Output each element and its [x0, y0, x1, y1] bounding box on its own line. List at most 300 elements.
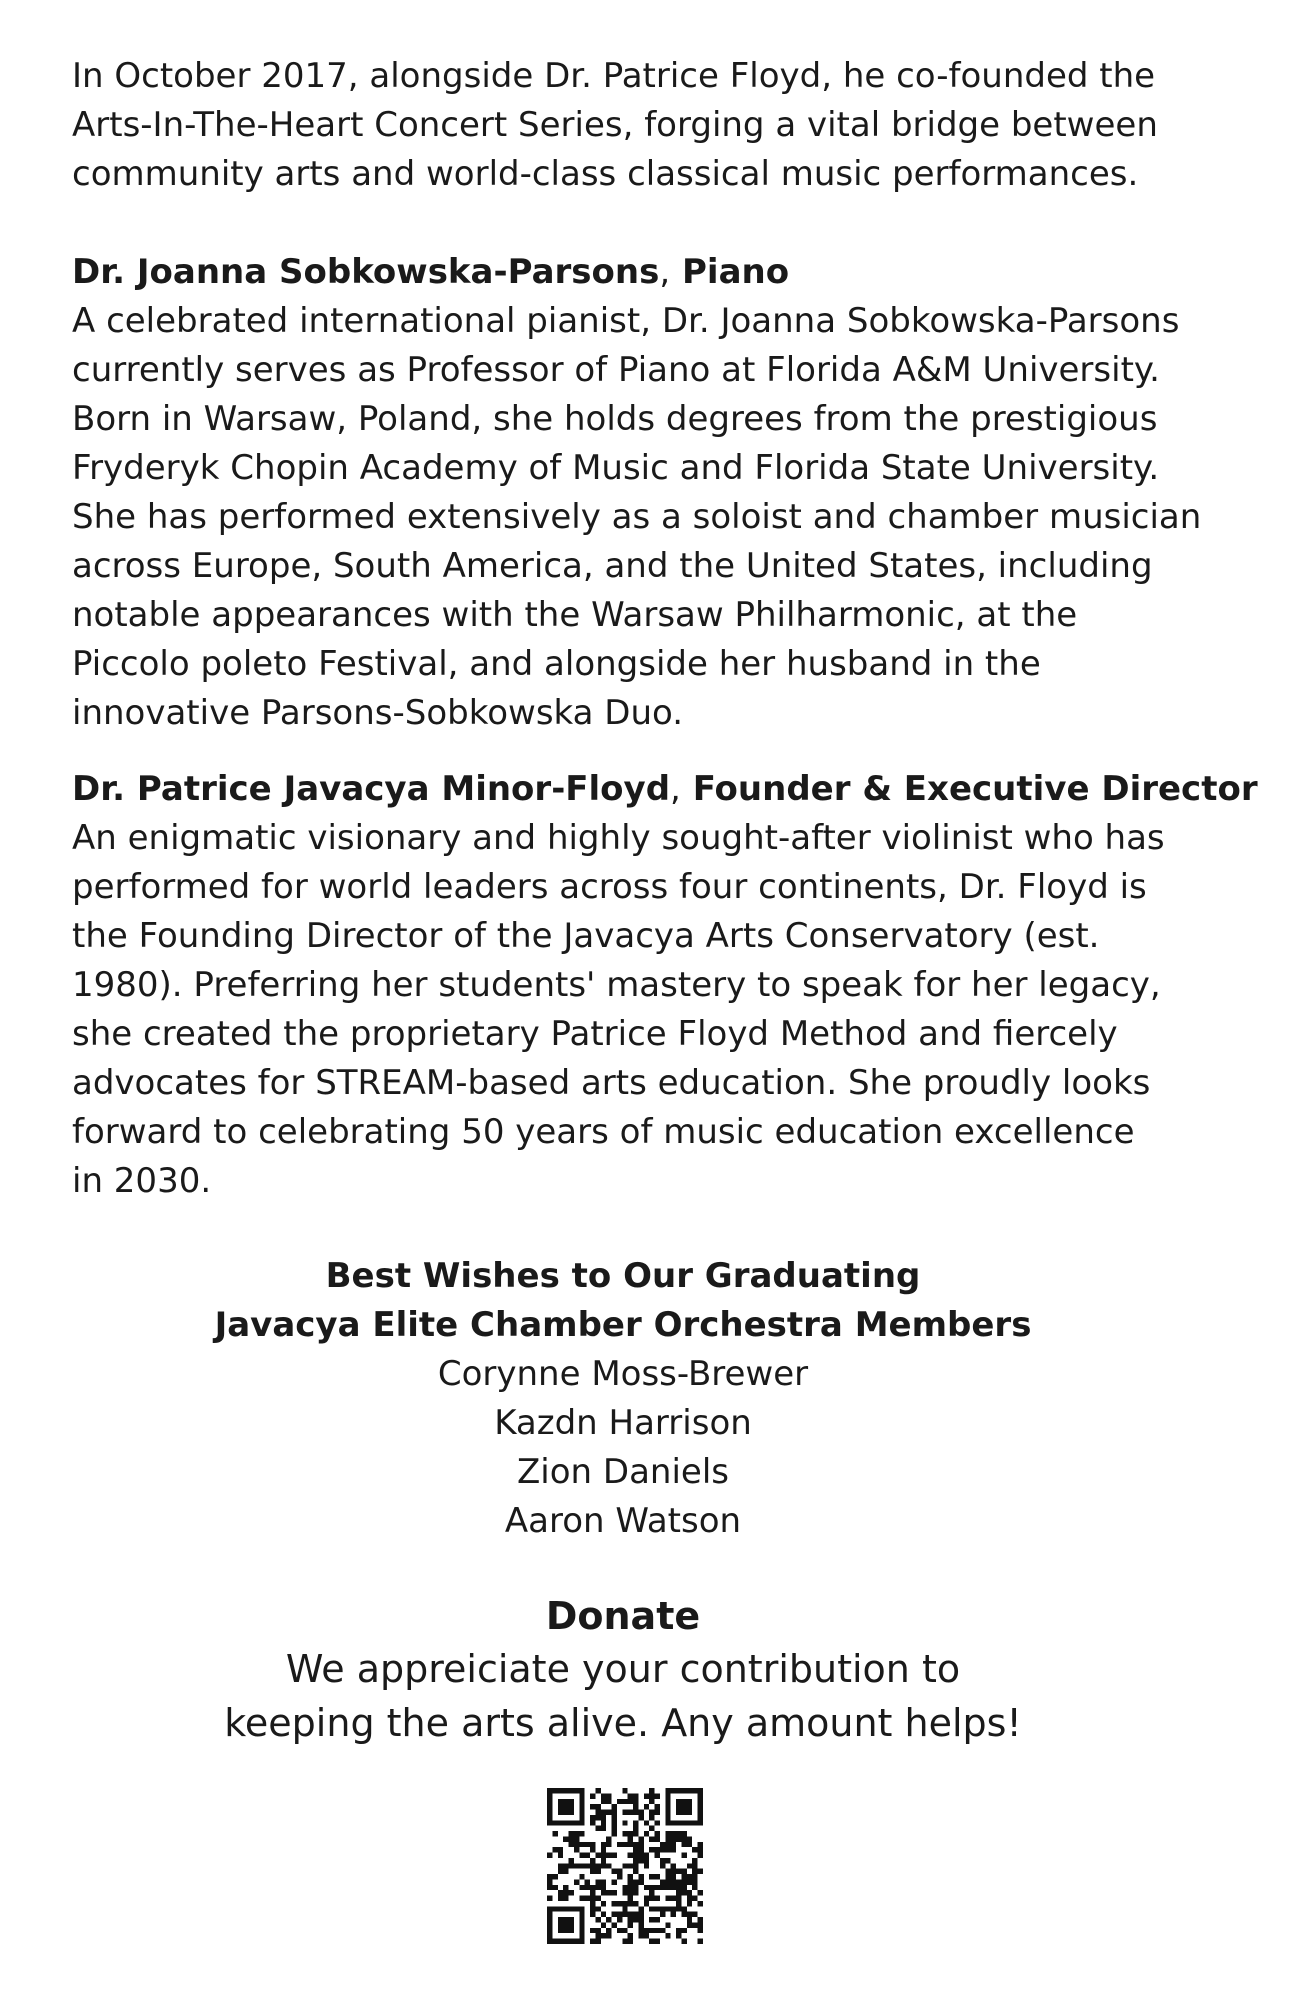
qr-module	[622, 1939, 627, 1944]
qr-module	[590, 1842, 595, 1847]
qr-module	[676, 1869, 681, 1874]
qr-module	[649, 1906, 654, 1911]
donate-qr-code[interactable]	[547, 1788, 703, 1944]
qr-module	[606, 1836, 611, 1841]
qr-module	[649, 1788, 654, 1793]
qr-module	[595, 1810, 600, 1815]
qr-module	[628, 1912, 633, 1917]
qr-module	[671, 1831, 676, 1836]
qr-module	[569, 1890, 574, 1895]
qr-module	[606, 1842, 611, 1847]
qr-module	[628, 1933, 633, 1938]
qr-module	[655, 1804, 660, 1809]
qr-module	[698, 1917, 703, 1922]
intro-paragraph	[72, 52, 1212, 199]
qr-module	[660, 1885, 665, 1890]
qr-module	[638, 1933, 643, 1938]
qr-module	[671, 1847, 676, 1852]
qr-module	[612, 1901, 617, 1906]
qr-module	[692, 1847, 697, 1852]
qr-module	[601, 1912, 606, 1917]
qr-module	[644, 1933, 649, 1938]
qr-module	[612, 1804, 617, 1809]
qr-module	[601, 1890, 606, 1895]
qr-module	[579, 1831, 584, 1836]
qr-module	[612, 1869, 617, 1874]
member-name: Zion Daniels	[517, 1452, 729, 1492]
qr-module	[563, 1906, 568, 1911]
qr-module	[681, 1836, 686, 1841]
qr-module	[628, 1799, 633, 1804]
qr-module	[687, 1922, 692, 1927]
qr-module	[660, 1858, 665, 1863]
qr-module	[558, 1804, 563, 1809]
qr-module	[558, 1890, 563, 1895]
bio-line: A celebrated international pianist, Dr. Joanna Sobkowska-Parsons	[72, 301, 1180, 341]
qr-module	[681, 1810, 686, 1815]
qr-module	[606, 1853, 611, 1858]
qr-module	[574, 1879, 579, 1884]
qr-module	[601, 1885, 606, 1890]
qr-module	[665, 1858, 670, 1863]
qr-module	[558, 1820, 563, 1825]
qr-module	[590, 1906, 595, 1911]
qr-module	[628, 1831, 633, 1836]
qr-module	[622, 1906, 627, 1911]
qr-module	[585, 1853, 590, 1858]
qr-module	[681, 1879, 686, 1884]
qr-module	[628, 1901, 633, 1906]
qr-module	[671, 1842, 676, 1847]
intro-line: community arts and world-class classical music performances.	[72, 154, 1139, 194]
qr-module	[590, 1939, 595, 1944]
qr-module	[655, 1853, 660, 1858]
qr-module	[574, 1820, 579, 1825]
qr-module	[558, 1922, 563, 1927]
qr-module	[665, 1836, 670, 1841]
qr-module	[698, 1804, 703, 1809]
bio-role: Piano	[682, 252, 790, 292]
bio-line: in 2030.	[72, 1161, 212, 1201]
qr-module	[676, 1896, 681, 1901]
qr-module	[579, 1804, 584, 1809]
qr-module	[692, 1788, 697, 1793]
qr-module	[574, 1847, 579, 1852]
bio-heading	[72, 248, 1212, 297]
qr-module	[655, 1928, 660, 1933]
qr-module	[612, 1879, 617, 1884]
qr-module	[644, 1820, 649, 1825]
qr-module	[569, 1804, 574, 1809]
qr-module	[681, 1804, 686, 1809]
qr-module	[681, 1939, 686, 1944]
qr-module	[552, 1885, 557, 1890]
qr-module	[676, 1788, 681, 1793]
qr-module	[633, 1826, 638, 1831]
bio-separator: ,	[670, 769, 681, 809]
qr-module	[563, 1922, 568, 1927]
qr-module	[606, 1917, 611, 1922]
qr-module	[687, 1879, 692, 1884]
qr-module	[633, 1901, 638, 1906]
qr-module	[628, 1885, 633, 1890]
qr-module	[698, 1901, 703, 1906]
qr-module	[590, 1858, 595, 1863]
qr-module	[665, 1804, 670, 1809]
qr-module	[579, 1799, 584, 1804]
qr-module	[692, 1912, 697, 1917]
qr-module	[655, 1874, 660, 1879]
qr-module	[649, 1890, 654, 1895]
qr-module	[601, 1842, 606, 1847]
qr-module	[569, 1831, 574, 1836]
qr-module	[612, 1810, 617, 1815]
qr-module	[590, 1847, 595, 1852]
qr-module	[698, 1853, 703, 1858]
qr-module	[655, 1810, 660, 1815]
donate-section	[0, 1590, 1246, 1750]
qr-module	[633, 1869, 638, 1874]
qr-module	[563, 1917, 568, 1922]
qr-module	[622, 1890, 627, 1895]
bio-line: currently serves as Professor of Piano at Florida A&M University.	[72, 350, 1160, 390]
bio-separator: ,	[659, 252, 671, 292]
wishes-title: Javacya Elite Chamber Orchestra Members	[214, 1305, 1032, 1345]
qr-module	[622, 1901, 627, 1906]
qr-module	[547, 1906, 552, 1911]
qr-module	[590, 1885, 595, 1890]
qr-module	[671, 1912, 676, 1917]
qr-module	[655, 1917, 660, 1922]
qr-module	[595, 1939, 600, 1944]
qr-module	[622, 1831, 627, 1836]
qr-module	[563, 1788, 568, 1793]
qr-module	[628, 1810, 633, 1815]
qr-module	[649, 1874, 654, 1879]
qr-module	[692, 1922, 697, 1927]
qr-module	[574, 1863, 579, 1868]
qr-module	[595, 1826, 600, 1831]
qr-module	[681, 1788, 686, 1793]
qr-module	[692, 1863, 697, 1868]
qr-module	[633, 1799, 638, 1804]
qr-module	[660, 1879, 665, 1884]
qr-module	[569, 1842, 574, 1847]
qr-module	[622, 1799, 627, 1804]
qr-module	[638, 1917, 643, 1922]
qr-module	[644, 1896, 649, 1901]
qr-module	[569, 1836, 574, 1841]
qr-module	[649, 1836, 654, 1841]
qr-module	[676, 1901, 681, 1906]
qr-module	[569, 1820, 574, 1825]
qr-module	[649, 1847, 654, 1852]
qr-module	[617, 1874, 622, 1879]
qr-module	[638, 1879, 643, 1884]
qr-module	[617, 1869, 622, 1874]
qr-module	[579, 1815, 584, 1820]
qr-module	[698, 1890, 703, 1895]
qr-module	[676, 1799, 681, 1804]
member-name: Kazdn Harrison	[494, 1403, 752, 1443]
qr-module	[606, 1799, 611, 1804]
qr-module	[644, 1901, 649, 1906]
qr-module	[633, 1917, 638, 1922]
qr-module	[612, 1831, 617, 1836]
qr-module	[552, 1874, 557, 1879]
qr-module	[692, 1896, 697, 1901]
qr-module	[681, 1912, 686, 1917]
qr-module	[622, 1885, 627, 1890]
qr-module	[681, 1906, 686, 1911]
bio-name: Dr. Patrice Javacya Minor-Floyd	[72, 769, 671, 809]
qr-module	[644, 1793, 649, 1798]
qr-module	[579, 1885, 584, 1890]
qr-module	[547, 1874, 552, 1879]
qr-module	[601, 1847, 606, 1852]
qr-module	[579, 1906, 584, 1911]
member-name: Aaron Watson	[504, 1501, 742, 1541]
qr-module	[595, 1906, 600, 1911]
bio-minor-floyd	[72, 765, 1258, 1206]
qr-module	[698, 1820, 703, 1825]
qr-module	[628, 1917, 633, 1922]
qr-module	[687, 1820, 692, 1825]
qr-module	[698, 1793, 703, 1798]
qr-module	[558, 1847, 563, 1852]
qr-module	[698, 1939, 703, 1944]
qr-module	[638, 1858, 643, 1863]
qr-module	[687, 1874, 692, 1879]
qr-module	[665, 1869, 670, 1874]
qr-module	[563, 1820, 568, 1825]
qr-module	[692, 1885, 697, 1890]
qr-module	[617, 1912, 622, 1917]
qr-module	[638, 1928, 643, 1933]
qr-module	[563, 1890, 568, 1895]
qr-module	[638, 1912, 643, 1917]
qr-module	[681, 1853, 686, 1858]
qr-module	[590, 1804, 595, 1809]
qr-module	[698, 1842, 703, 1847]
qr-module	[601, 1799, 606, 1804]
qr-module	[681, 1799, 686, 1804]
qr-module	[633, 1863, 638, 1868]
qr-module	[595, 1804, 600, 1809]
qr-module	[547, 1879, 552, 1884]
qr-module	[665, 1922, 670, 1927]
qr-module	[633, 1842, 638, 1847]
donate-message: We appreiciate your contribution to	[285, 1647, 961, 1691]
bio-line: performed for world leaders across four continents, Dr. Floyd is	[72, 867, 1147, 907]
qr-module	[579, 1922, 584, 1927]
qr-module	[665, 1810, 670, 1815]
qr-module	[676, 1906, 681, 1911]
qr-module	[547, 1820, 552, 1825]
qr-module	[563, 1804, 568, 1809]
qr-module	[569, 1922, 574, 1927]
qr-module	[660, 1863, 665, 1868]
qr-module	[676, 1831, 681, 1836]
qr-module	[638, 1815, 643, 1820]
qr-module	[698, 1847, 703, 1852]
qr-module	[574, 1939, 579, 1944]
qr-module	[579, 1842, 584, 1847]
qr-module	[628, 1853, 633, 1858]
bio-line: forward to celebrating 50 years of music education excellence	[72, 1112, 1135, 1152]
qr-module	[579, 1820, 584, 1825]
qr-module	[665, 1793, 670, 1798]
qr-module	[676, 1928, 681, 1933]
qr-module	[698, 1810, 703, 1815]
qr-module	[595, 1928, 600, 1933]
qr-module	[628, 1793, 633, 1798]
qr-module	[698, 1799, 703, 1804]
qr-module	[569, 1863, 574, 1868]
qr-module	[633, 1820, 638, 1825]
qr-module	[612, 1820, 617, 1825]
qr-module	[687, 1896, 692, 1901]
qr-module	[617, 1842, 622, 1847]
qr-module	[612, 1853, 617, 1858]
qr-module	[612, 1912, 617, 1917]
qr-module	[558, 1939, 563, 1944]
qr-module	[606, 1810, 611, 1815]
qr-module	[595, 1815, 600, 1820]
qr-module	[585, 1842, 590, 1847]
bio-line: She has performed extensively as a soloist and chamber musician	[72, 497, 1202, 537]
qr-module	[612, 1815, 617, 1820]
qr-module	[698, 1869, 703, 1874]
qr-module	[681, 1874, 686, 1879]
qr-module	[665, 1788, 670, 1793]
qr-module	[590, 1896, 595, 1901]
qr-module	[660, 1928, 665, 1933]
qr-module	[665, 1906, 670, 1911]
qr-module	[676, 1890, 681, 1895]
qr-module	[595, 1917, 600, 1922]
qr-module	[638, 1810, 643, 1815]
qr-module	[671, 1788, 676, 1793]
qr-module	[622, 1810, 627, 1815]
qr-module	[547, 1815, 552, 1820]
qr-module	[574, 1831, 579, 1836]
qr-module	[612, 1826, 617, 1831]
qr-module	[601, 1863, 606, 1868]
qr-module	[687, 1799, 692, 1804]
qr-module	[547, 1917, 552, 1922]
qr-module	[638, 1874, 643, 1879]
qr-module	[655, 1939, 660, 1944]
qr-module	[579, 1793, 584, 1798]
qr-module	[676, 1879, 681, 1884]
qr-module	[563, 1836, 568, 1841]
qr-module	[633, 1847, 638, 1852]
qr-module	[585, 1863, 590, 1868]
qr-module	[644, 1885, 649, 1890]
qr-module	[601, 1793, 606, 1798]
qr-module	[665, 1815, 670, 1820]
qr-module	[595, 1896, 600, 1901]
qr-module	[563, 1869, 568, 1874]
qr-module	[585, 1896, 590, 1901]
qr-module	[649, 1810, 654, 1815]
qr-module	[563, 1885, 568, 1890]
qr-module	[671, 1896, 676, 1901]
qr-module	[622, 1912, 627, 1917]
qr-module	[617, 1928, 622, 1933]
qr-module	[676, 1804, 681, 1809]
qr-module	[660, 1906, 665, 1911]
qr-module	[665, 1874, 670, 1879]
qr-module	[601, 1922, 606, 1927]
qr-module	[692, 1879, 697, 1884]
qr-module	[552, 1906, 557, 1911]
qr-module	[633, 1885, 638, 1890]
qr-module	[579, 1928, 584, 1933]
qr-module	[547, 1896, 552, 1901]
bio-line: she created the proprietary Patrice Floyd Method and fiercely	[72, 1014, 1118, 1054]
qr-module	[633, 1793, 638, 1798]
qr-module	[558, 1896, 563, 1901]
qr-module	[698, 1928, 703, 1933]
qr-module	[595, 1885, 600, 1890]
qr-module	[606, 1890, 611, 1895]
bio-line: Piccolo poleto Festival, and alongside her husband in the	[72, 644, 1041, 684]
qr-module	[628, 1836, 633, 1841]
bio-line: across Europe, South America, and the United States, including	[72, 546, 1153, 586]
qr-module	[681, 1928, 686, 1933]
qr-module	[655, 1847, 660, 1852]
qr-module	[606, 1933, 611, 1938]
qr-module	[644, 1863, 649, 1868]
qr-module	[638, 1906, 643, 1911]
qr-module	[574, 1788, 579, 1793]
qr-module	[595, 1933, 600, 1938]
qr-module	[558, 1869, 563, 1874]
qr-module	[595, 1853, 600, 1858]
qr-module	[590, 1869, 595, 1874]
qr-module	[687, 1890, 692, 1895]
qr-module	[665, 1831, 670, 1836]
qr-module	[622, 1928, 627, 1933]
qr-module	[558, 1788, 563, 1793]
qr-module	[638, 1836, 643, 1841]
qr-module	[644, 1853, 649, 1858]
qr-module	[671, 1869, 676, 1874]
qr-module	[681, 1869, 686, 1874]
qr-module	[595, 1869, 600, 1874]
qr-module	[644, 1858, 649, 1863]
qr-module	[569, 1858, 574, 1863]
bio-heading	[72, 765, 1258, 814]
qr-module	[671, 1885, 676, 1890]
qr-module	[628, 1939, 633, 1944]
qr-module	[671, 1879, 676, 1884]
qr-module	[665, 1842, 670, 1847]
qr-module	[692, 1820, 697, 1825]
qr-module	[558, 1917, 563, 1922]
qr-module	[649, 1928, 654, 1933]
qr-module	[590, 1815, 595, 1820]
qr-module	[665, 1799, 670, 1804]
qr-module	[590, 1863, 595, 1868]
qr-module	[660, 1847, 665, 1852]
donate-message: keeping the arts alive. Any amount helps!	[224, 1701, 1022, 1745]
qr-module	[671, 1836, 676, 1841]
qr-module	[569, 1810, 574, 1815]
qr-module	[579, 1896, 584, 1901]
